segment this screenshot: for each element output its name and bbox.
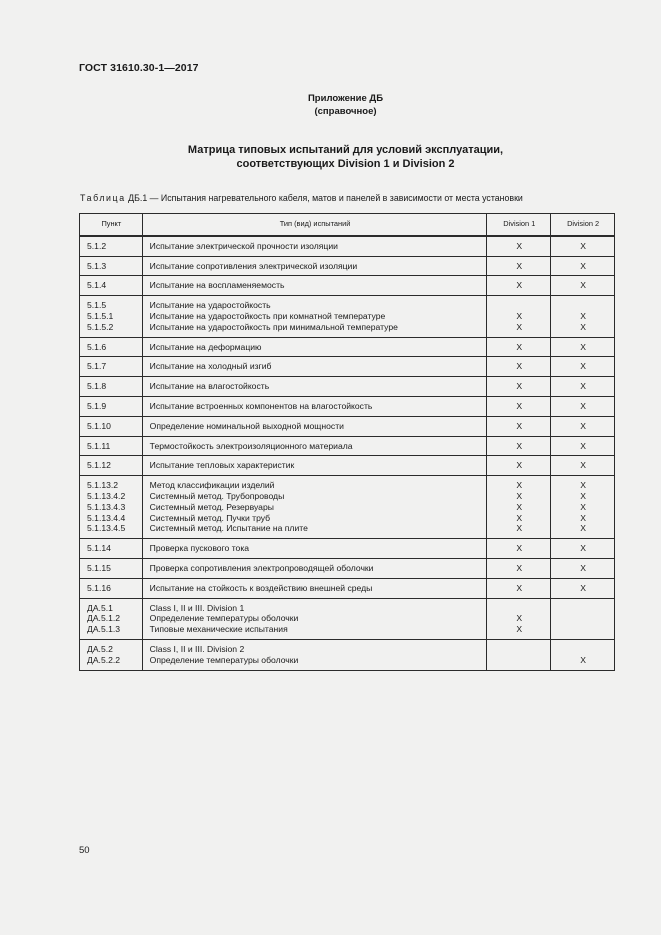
test-type-cell-line: Проверка сопротивления электропроводящей оболочки xyxy=(149,562,374,573)
division-1-cell-line: X xyxy=(516,582,523,593)
table-row xyxy=(80,578,615,598)
division-1-cell xyxy=(487,436,551,456)
test-type-cell-line: Определение номинальной выходной мощности xyxy=(149,420,344,431)
test-type-cell-line: Типовые механические испытания xyxy=(149,624,288,635)
test-type-cell xyxy=(142,296,487,337)
division-2-cell-line: X xyxy=(580,523,586,534)
clause-cell xyxy=(80,558,143,578)
clause-cell xyxy=(80,296,143,337)
division-2-cell-line xyxy=(558,300,608,311)
division-1-cell xyxy=(487,456,551,476)
division-2-cell xyxy=(551,256,615,276)
clause-cell-line: 5.1.5.2 xyxy=(87,321,114,332)
division-1-cell-line: X xyxy=(516,543,523,554)
table-row xyxy=(80,256,615,276)
table-header-row xyxy=(80,214,615,236)
division-2-cell-line xyxy=(558,603,608,614)
test-type-cell-line: Системный метод. Трубопроводы xyxy=(149,490,285,501)
division-1-cell-line: X xyxy=(516,341,523,352)
clause-cell xyxy=(80,598,143,639)
table-row xyxy=(80,296,615,337)
test-type-cell-line: Испытание на холодный изгиб xyxy=(149,361,272,372)
test-type-cell xyxy=(142,598,487,639)
clause-cell xyxy=(80,276,143,296)
division-2-cell-line: X xyxy=(580,582,586,593)
division-2-cell-line xyxy=(558,613,608,624)
division-1-cell-line: X xyxy=(516,381,523,392)
clause-cell xyxy=(80,416,143,436)
table-row xyxy=(80,357,615,377)
test-type-cell-line: Испытание сопротивления электрической изоляции xyxy=(149,260,358,271)
header-division-1: Division 1 xyxy=(487,214,551,236)
clause-cell-line: 5.1.13.4.2 xyxy=(87,490,126,501)
header-test-type: Тип (вид) испытаний xyxy=(142,214,487,236)
division-2-cell-line: X xyxy=(580,512,586,523)
division-2-cell-line: X xyxy=(580,501,586,512)
table-row xyxy=(80,377,615,397)
appendix-note: (справочное) xyxy=(314,106,377,117)
division-2-cell xyxy=(551,396,615,416)
document-code: ГОСТ 31610.30-1—2017 xyxy=(79,62,199,74)
clause-cell-line: 5.1.12 xyxy=(87,460,111,471)
division-1-cell-line: X xyxy=(516,490,523,501)
test-type-cell xyxy=(142,558,487,578)
clause-cell-line: 5.1.13.4.5 xyxy=(87,523,126,534)
table-row xyxy=(80,337,615,357)
clause-cell-line: ДА.5.1.2 xyxy=(87,613,121,624)
page-number: 50 xyxy=(79,845,90,856)
division-1-cell xyxy=(487,337,551,357)
test-type-cell-line: Метод классификации изделий xyxy=(149,480,275,491)
division-2-cell-line: X xyxy=(580,361,586,372)
division-2-cell-line: X xyxy=(580,440,586,451)
division-1-cell-line: X xyxy=(516,260,523,271)
test-type-cell xyxy=(142,436,487,456)
test-type-cell xyxy=(142,639,487,670)
division-1-cell xyxy=(487,377,551,397)
division-2-cell-line: X xyxy=(580,240,586,251)
division-1-cell xyxy=(487,256,551,276)
division-2-cell xyxy=(551,377,615,397)
test-type-cell-line: Испытание на влагостойкость xyxy=(149,381,270,392)
test-type-cell-line: Испытание электрической прочности изоляции xyxy=(149,240,338,251)
division-1-cell-line: X xyxy=(516,420,523,431)
division-1-cell xyxy=(487,558,551,578)
test-type-cell-line: Определение температуры оболочки xyxy=(149,654,299,665)
test-type-cell-line: Системный метод. Пучки труб xyxy=(149,512,271,523)
table-row xyxy=(80,236,615,256)
division-2-cell xyxy=(551,578,615,598)
division-1-cell-line: X xyxy=(516,624,523,635)
clause-cell-line: 5.1.13.4.4 xyxy=(87,512,126,523)
table-caption-text: ДБ.1 — Испытания нагревательного кабеля, матов и панелей в зависимости от места установки xyxy=(125,193,523,203)
division-1-cell xyxy=(487,476,551,539)
test-type-cell xyxy=(142,236,487,256)
table-row xyxy=(80,476,615,539)
test-type-cell-line: Определение температуры оболочки xyxy=(149,613,299,624)
clause-cell-line: 5.1.5.1 xyxy=(87,310,114,321)
test-type-cell-line: Испытание на ударостойкость при комнатной температуре xyxy=(149,310,386,321)
test-type-cell-line: Испытание на воспламеняемость xyxy=(149,280,285,291)
table-caption-label: Таблица xyxy=(80,193,126,203)
table-row xyxy=(80,276,615,296)
test-type-cell-line: Class I, II и III. Division 1 xyxy=(149,602,245,613)
division-2-cell xyxy=(551,558,615,578)
clause-cell-line: 5.1.2 xyxy=(87,240,107,251)
division-1-cell xyxy=(487,296,551,337)
division-2-cell-line: X xyxy=(580,280,586,291)
division-2-cell-line xyxy=(558,624,608,635)
division-1-cell xyxy=(487,639,551,670)
division-2-cell-line: X xyxy=(580,321,586,332)
division-2-cell-line: X xyxy=(580,543,586,554)
test-type-cell-line: Испытание на стойкость к воздействию внешней среды xyxy=(149,582,373,593)
table-row xyxy=(80,539,615,559)
test-type-cell xyxy=(142,357,487,377)
division-2-cell-line: X xyxy=(580,260,586,271)
division-1-cell xyxy=(487,357,551,377)
clause-cell xyxy=(80,539,143,559)
test-type-cell xyxy=(142,539,487,559)
division-1-cell xyxy=(487,396,551,416)
test-type-cell xyxy=(142,476,487,539)
test-type-cell xyxy=(142,337,487,357)
division-1-cell-line: X xyxy=(516,480,523,491)
division-2-cell-line: X xyxy=(580,420,586,431)
division-1-cell-line: X xyxy=(516,321,523,332)
header-clause: Пункт xyxy=(80,214,143,236)
clause-cell xyxy=(80,377,143,397)
division-1-cell xyxy=(487,578,551,598)
clause-cell xyxy=(80,476,143,539)
clause-cell-line: 5.1.6 xyxy=(87,341,107,352)
division-1-cell xyxy=(487,416,551,436)
table-row xyxy=(80,598,615,639)
clause-cell-line: 5.1.10 xyxy=(87,420,111,431)
division-2-cell xyxy=(551,357,615,377)
division-1-cell-line xyxy=(494,300,544,311)
clause-cell xyxy=(80,357,143,377)
clause-cell-line: 5.1.7 xyxy=(87,361,107,372)
division-1-cell-line: X xyxy=(516,523,523,534)
test-type-cell xyxy=(142,578,487,598)
clause-cell-line: 5.1.13.2 xyxy=(87,480,119,491)
division-1-cell-line: X xyxy=(516,361,523,372)
division-2-cell xyxy=(551,276,615,296)
division-1-cell-line: X xyxy=(516,240,523,251)
test-type-cell xyxy=(142,256,487,276)
division-2-cell-line: X xyxy=(580,562,586,573)
division-2-cell-line: X xyxy=(580,310,586,321)
clause-cell xyxy=(80,578,143,598)
clause-cell-line: 5.1.4 xyxy=(87,280,107,291)
clause-cell-line: ДА.5.2.2 xyxy=(87,654,121,665)
test-type-cell-line: Испытание на ударостойкость xyxy=(149,300,271,311)
division-2-cell-line: X xyxy=(580,400,586,411)
header-division-2: Division 2 xyxy=(551,214,615,236)
clause-cell xyxy=(80,396,143,416)
division-1-cell-line: X xyxy=(516,400,523,411)
test-type-cell xyxy=(142,396,487,416)
division-2-cell xyxy=(551,639,615,670)
division-2-cell xyxy=(551,236,615,256)
test-type-cell xyxy=(142,276,487,296)
test-type-cell xyxy=(142,456,487,476)
division-1-cell-line xyxy=(494,644,544,655)
clause-cell-line: 5.1.11 xyxy=(87,440,111,451)
division-2-cell-line: X xyxy=(580,480,586,491)
table-row xyxy=(80,456,615,476)
division-1-cell-line: X xyxy=(516,613,523,624)
clause-cell-line: 5.1.9 xyxy=(87,400,107,411)
division-1-cell-line: X xyxy=(516,440,523,451)
division-1-cell xyxy=(487,276,551,296)
table-row xyxy=(80,416,615,436)
clause-cell xyxy=(80,639,143,670)
test-matrix-table xyxy=(79,213,615,671)
appendix-heading xyxy=(0,92,661,118)
division-2-cell-line xyxy=(558,644,608,655)
division-1-cell-line: X xyxy=(516,562,523,573)
division-2-cell xyxy=(551,337,615,357)
test-type-cell xyxy=(142,416,487,436)
table-row xyxy=(80,639,615,670)
division-1-cell-line xyxy=(494,655,544,666)
division-2-cell-line: X xyxy=(580,381,586,392)
division-1-cell xyxy=(487,598,551,639)
division-1-cell-line: X xyxy=(516,280,523,291)
clause-cell-line: ДА.5.1.3 xyxy=(87,624,121,635)
division-1-cell-line xyxy=(494,603,544,614)
division-1-cell-line: X xyxy=(516,460,523,471)
test-type-cell-line: Испытание тепловых характеристик xyxy=(149,460,295,471)
clause-cell-line: 5.1.16 xyxy=(87,582,111,593)
clause-cell xyxy=(80,236,143,256)
test-type-cell-line: Системный метод. Испытание на плите xyxy=(149,523,308,534)
division-2-cell xyxy=(551,539,615,559)
clause-cell-line: ДА.5.1 xyxy=(87,602,113,613)
test-type-cell-line: Class I, II и III. Division 2 xyxy=(149,643,245,654)
division-2-cell-line: X xyxy=(580,490,586,501)
division-2-cell xyxy=(551,456,615,476)
division-2-cell-line: X xyxy=(580,654,586,665)
clause-cell-line: 5.1.5 xyxy=(87,300,107,311)
clause-cell-line: ДА.5.2 xyxy=(87,643,113,654)
clause-cell xyxy=(80,456,143,476)
clause-cell-line: 5.1.14 xyxy=(87,543,111,554)
division-1-cell-line: X xyxy=(516,310,523,321)
division-2-cell xyxy=(551,436,615,456)
division-2-cell xyxy=(551,296,615,337)
clause-cell-line: 5.1.3 xyxy=(87,260,107,271)
clause-cell-line: 5.1.8 xyxy=(87,381,107,392)
clause-cell xyxy=(80,436,143,456)
division-2-cell-line: X xyxy=(580,341,586,352)
section-title-line-1: Матрица типовых испытаний для условий эксплуатации, xyxy=(187,144,504,156)
division-1-cell xyxy=(487,539,551,559)
clause-cell-line: 5.1.15 xyxy=(87,562,111,573)
table-row xyxy=(80,436,615,456)
clause-cell xyxy=(80,337,143,357)
test-type-cell-line: Системный метод. Резервуары xyxy=(149,501,274,512)
test-type-cell-line: Термостойкость электроизоляционного материала xyxy=(149,440,353,451)
division-2-cell xyxy=(551,598,615,639)
test-type-cell xyxy=(142,377,487,397)
division-1-cell-line: X xyxy=(516,501,523,512)
division-2-cell xyxy=(551,476,615,539)
division-2-cell-line: X xyxy=(580,460,586,471)
clause-cell xyxy=(80,256,143,276)
appendix-title: Приложение ДБ xyxy=(307,93,384,104)
division-1-cell xyxy=(487,236,551,256)
clause-cell-line: 5.1.13.4.3 xyxy=(87,501,126,512)
table-caption xyxy=(80,193,523,203)
table-row xyxy=(80,396,615,416)
division-2-cell xyxy=(551,416,615,436)
test-type-cell-line: Испытание на ударостойкость при минимальной температуре xyxy=(149,321,398,332)
section-title-line-2: соответствующих Division 1 и Division 2 xyxy=(236,158,455,170)
table-body xyxy=(80,236,615,670)
test-type-cell-line: Испытание на деформацию xyxy=(149,341,262,352)
test-type-cell-line: Проверка пускового тока xyxy=(149,543,250,554)
table-row xyxy=(80,558,615,578)
test-type-cell-line: Испытание встроенных компонентов на влагостойкость xyxy=(149,400,373,411)
division-1-cell-line: X xyxy=(516,512,523,523)
section-title xyxy=(0,143,661,171)
